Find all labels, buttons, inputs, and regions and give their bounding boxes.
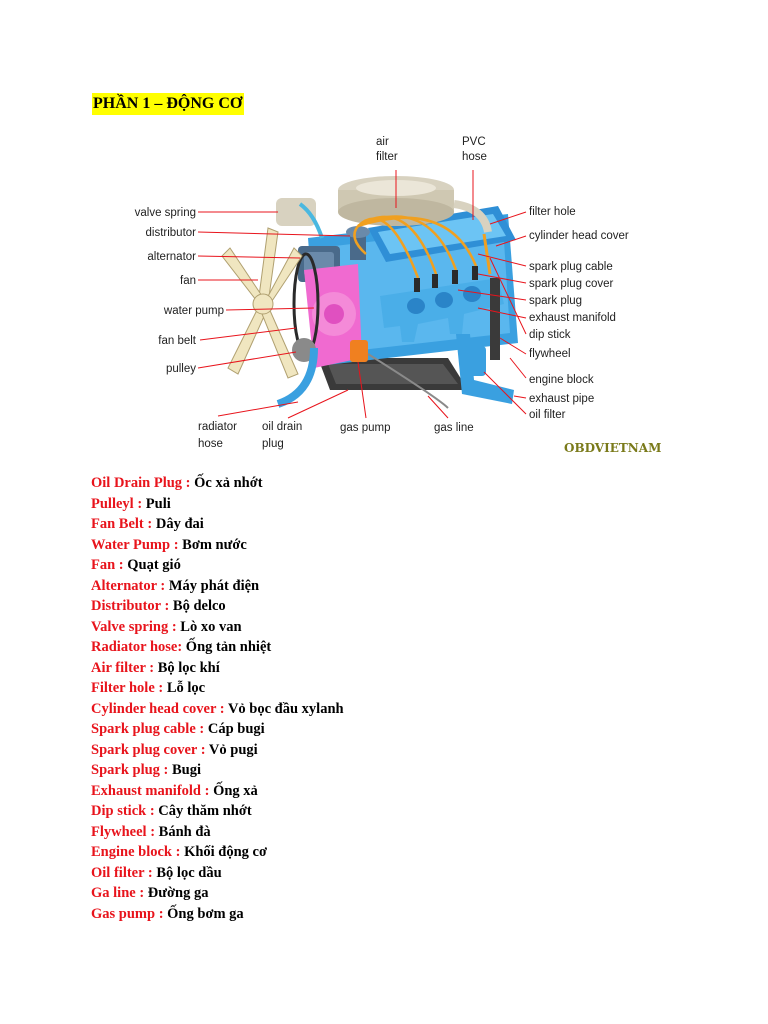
glossary-meaning: Khối động cơ (184, 844, 268, 860)
glossary-term: Ga line : (91, 885, 148, 901)
glossary-row (91, 678, 344, 699)
label-flywheel: flywheel (529, 348, 571, 360)
glossary-row (91, 617, 344, 638)
glossary-term: Valve spring : (91, 618, 181, 635)
glossary-meaning: Ốc xả nhớt (194, 475, 263, 491)
brand-watermark: OBDVIETNAM (564, 441, 662, 455)
label-gas-line: gas line (434, 422, 474, 434)
glossary-row (91, 555, 344, 576)
section-title: PHẦN 1 – ĐỘNG CƠ (92, 93, 244, 115)
glossary-row (91, 740, 344, 761)
glossary-meaning: Đường ga (147, 885, 209, 901)
glossary-term: Radiator hose: (91, 639, 186, 655)
label-gas-pump: gas pump (340, 422, 391, 434)
label-pulley: pulley (165, 363, 196, 375)
glossary-list (91, 473, 344, 924)
glossary-term: Air filter : (91, 659, 158, 676)
glossary-row (91, 637, 344, 658)
glossary-row (91, 514, 344, 535)
glossary-meaning: Bộ lọc dầu (156, 864, 222, 881)
label-radiator-hose: hose (198, 438, 223, 450)
glossary-term: Oil Drain Plug : (91, 475, 195, 491)
glossary-term: Spark plug : (91, 762, 172, 778)
glossary-row (91, 596, 344, 617)
glossary-meaning: Vỏ pugi (208, 741, 258, 758)
glossary-meaning: Lò xo van (180, 618, 242, 635)
glossary-term: Spark plug cable : (91, 721, 208, 737)
glossary-row (91, 494, 344, 515)
glossary-meaning: Ống bơm ga (167, 905, 244, 922)
label-radiator: radiator (198, 421, 237, 433)
label-fan: fan (180, 275, 196, 287)
glossary-meaning: Ống tản nhiệt (185, 639, 272, 655)
glossary-term: Cylinder head cover : (91, 700, 228, 717)
glossary-term: Water Pump : (91, 536, 183, 553)
glossary-row (91, 699, 344, 720)
label-exhaust-pipe: exhaust pipe (529, 393, 595, 405)
label-oil-filter: oil filter (529, 409, 566, 421)
glossary-row (91, 863, 344, 884)
glossary-term: Flywheel : (91, 823, 159, 840)
label-cylinder-head-cover: cylinder head cover (529, 230, 629, 242)
glossary-row (91, 535, 344, 556)
glossary-meaning: Bánh đà (158, 823, 211, 840)
label-alternator: alternator (147, 251, 196, 263)
glossary-meaning: Bộ delco (172, 598, 226, 614)
label-oil-drain: oil drain (262, 421, 303, 433)
label-fan-belt: fan belt (158, 335, 196, 347)
glossary-term: Gas pump : (91, 905, 168, 922)
glossary-row (91, 883, 344, 904)
label-engine-block: engine block (529, 374, 594, 386)
glossary-meaning: Puli (145, 495, 171, 512)
label-water-pump: water pump (163, 305, 224, 317)
glossary-row (91, 658, 344, 679)
label-spark-plug: spark plug (529, 295, 583, 307)
glossary-meaning: Cây thăm nhớt (158, 803, 252, 819)
glossary-meaning: Bơm nước (182, 536, 247, 553)
glossary-row (91, 781, 344, 802)
label-oil-drain-plug: plug (262, 438, 284, 450)
glossary-term: Distributor : (91, 598, 173, 614)
label-air: air (376, 136, 389, 148)
label-filter: filter (376, 151, 398, 163)
label-exhaust-manifold: exhaust manifold (529, 312, 616, 324)
glossary-meaning: Quạt gió (127, 557, 181, 573)
engine-diagram (118, 128, 662, 458)
glossary-row (91, 473, 344, 494)
label-filter-hole: filter hole (529, 206, 576, 218)
label-valve-spring: valve spring (134, 207, 196, 219)
glossary-row (91, 760, 344, 781)
glossary-row (91, 842, 344, 863)
glossary-row (91, 576, 344, 597)
label-spark-plug-cover: spark plug cover (529, 278, 614, 290)
glossary-term: Exhaust manifold : (91, 782, 214, 799)
glossary-row (91, 904, 344, 925)
glossary-meaning: Ống xả (213, 782, 258, 799)
glossary-term: Dip stick : (91, 803, 159, 819)
glossary-term: Engine block : (91, 844, 185, 860)
glossary-meaning: Lỗ lọc (166, 680, 206, 696)
label-distributor: distributor (145, 227, 196, 239)
glossary-term: Fan : (91, 557, 128, 573)
glossary-term: Pulleyl : (91, 495, 146, 512)
glossary-row (91, 801, 344, 822)
glossary-term: Fan Belt : (91, 516, 156, 532)
glossary-row (91, 822, 344, 843)
glossary-meaning: Cáp bugi (207, 721, 265, 737)
label-dip-stick: dip stick (529, 329, 571, 341)
glossary-term: Filter hole : (91, 680, 167, 696)
glossary-meaning: Bugi (172, 762, 202, 778)
label-pvc: PVC (462, 136, 486, 148)
glossary-term: Oil filter : (91, 864, 157, 881)
glossary-meaning: Vỏ bọc đầu xylanh (227, 700, 344, 717)
glossary-term: Alternator : (91, 577, 169, 594)
glossary-meaning: Dây đai (155, 516, 204, 532)
label-spark-plug-cable: spark plug cable (529, 261, 613, 273)
glossary-term: Spark plug cover : (91, 741, 209, 758)
glossary-meaning: Bộ lọc khí (157, 659, 220, 676)
glossary-meaning: Máy phát điện (168, 577, 260, 594)
label-hose-top: hose (462, 151, 487, 163)
glossary-row (91, 719, 344, 740)
